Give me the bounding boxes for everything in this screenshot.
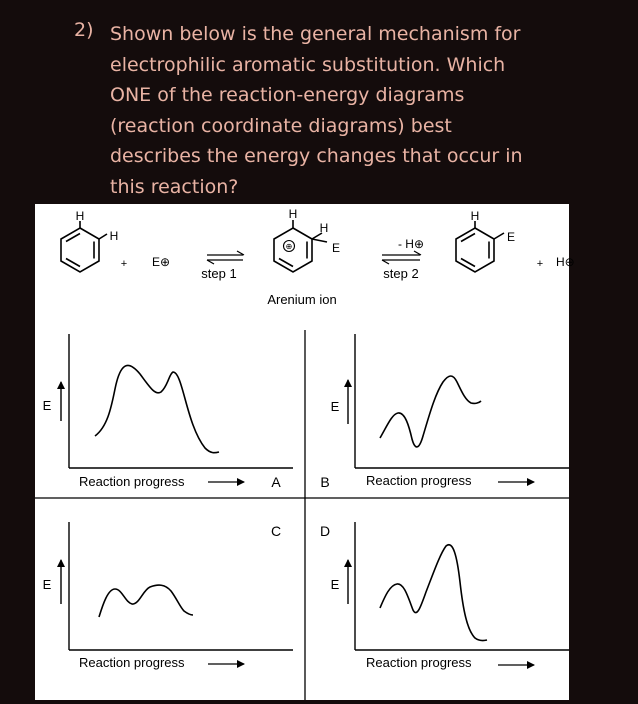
choice-label: D <box>319 523 331 539</box>
arenium-h: H <box>319 221 329 235</box>
diagram-c <box>43 522 293 670</box>
question-line: ONE of the reaction-energy diagrams <box>110 84 465 106</box>
energy-label: E <box>42 398 52 413</box>
electrophile-label: E⊕ <box>152 255 171 269</box>
question-number: 2) <box>74 19 94 41</box>
equilibrium-arrow-step1 <box>207 251 244 264</box>
product-h-top: H <box>470 209 480 223</box>
energy-curve <box>95 365 219 452</box>
arenium-ion-label: Arenium ion <box>267 292 337 307</box>
arenium-h-top: H <box>288 207 298 221</box>
step1-label: step 1 <box>201 266 237 281</box>
diagram-d <box>320 522 569 670</box>
energy-label: E <box>42 577 52 592</box>
question-line: describes the energy changes that occur in <box>110 145 523 167</box>
figure-panel <box>35 204 575 700</box>
carbocation-charge: ⊕ <box>285 242 293 251</box>
energy-curve <box>99 585 193 617</box>
reaction-progress-label: Reaction progress <box>366 473 472 488</box>
diagram-a <box>43 334 293 490</box>
plus-sign-2: + <box>536 258 544 270</box>
question-line: electrophilic aromatic substitution. Which <box>110 53 506 76</box>
reaction-progress-label: Reaction progress <box>79 474 185 489</box>
energy-label: E <box>330 399 340 414</box>
equilibrium-arrow-step2 <box>382 251 421 264</box>
reaction-progress-label: Reaction progress <box>79 655 185 670</box>
choice-label: A <box>271 474 281 490</box>
step2-reagent: - H⊕ <box>397 237 425 251</box>
question-line: (reaction coordinate diagrams) best <box>110 114 452 137</box>
question-text <box>110 19 610 202</box>
plus-sign: + <box>120 258 128 270</box>
reactant-h-side: H <box>109 229 119 243</box>
energy-curve <box>380 545 487 641</box>
question-line: Shown below is the general mechanism for <box>110 23 521 45</box>
question-line: this reaction? <box>110 175 239 198</box>
arenium-e: E <box>332 241 341 255</box>
product-e: E <box>506 230 516 244</box>
proton-label: H⊕ <box>556 255 575 269</box>
reaction-progress-label: Reaction progress <box>366 655 472 670</box>
energy-label: E <box>330 577 340 592</box>
reactant-h-top: H <box>75 209 85 223</box>
diagram-b <box>320 334 569 490</box>
step2-label: step 2 <box>383 266 419 281</box>
reactant-benzene <box>61 221 107 272</box>
product-benzene <box>456 221 504 272</box>
energy-curve <box>380 376 481 447</box>
choice-label: C <box>270 523 282 539</box>
choice-label: B <box>320 474 330 490</box>
